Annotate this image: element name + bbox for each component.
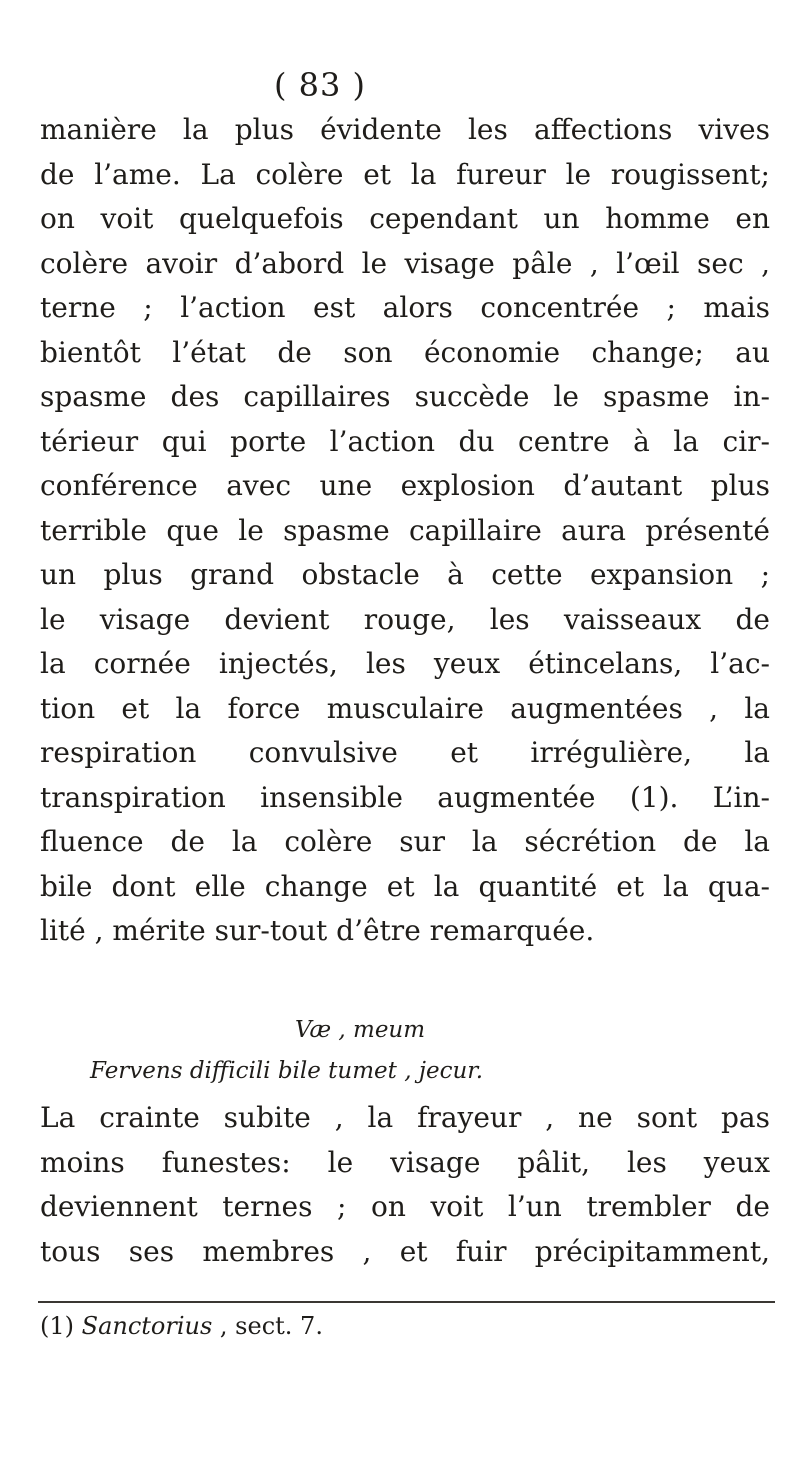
text-line: terne ; l’action est alors concentrée ; mais — [40, 291, 770, 324]
text-line: spasme des capillaires succède le spasme in- — [40, 380, 770, 413]
paragraph-1 — [40, 108, 770, 954]
text-line: la cornée injectés, les yeux étincelans, l’ac- — [40, 647, 770, 680]
text-line: fluence de la colère sur la sécrétion de la — [40, 825, 770, 858]
text-line: térieur qui porte l’action du centre à la cir- — [40, 424, 770, 458]
text-line: colère avoir d’abord le visage pâle , l’œil sec , — [40, 246, 770, 280]
text-line: transpiration insensible augmentée (1). L’in- — [40, 780, 770, 814]
text-line: le visage devient rouge, les vaisseaux de — [40, 602, 770, 636]
text-line: bile dont elle change et la quantité et la qua- — [40, 869, 770, 903]
text-line: manière la plus évidente les affections vives — [40, 113, 770, 146]
text-line: bientôt l’état de son économie change; au — [40, 335, 770, 369]
footnote-reference: , sect. 7. — [212, 1312, 323, 1340]
text-line: tous ses membres , et fuir précipitamment, — [40, 1234, 770, 1268]
text-line: de l’ame. La colère et la fureur le rougissent; — [40, 157, 770, 191]
footnote-divider — [38, 1301, 775, 1303]
page-number: ( 83 ) — [273, 66, 367, 104]
text-line: tion et la force musculaire augmentées , la — [40, 691, 770, 725]
text-line: respiration convulsive et irrégulière, la — [40, 736, 770, 769]
footnote-marker: (1) — [40, 1312, 82, 1340]
text-line: La crainte subite , la frayeur , ne sont pas — [40, 1101, 770, 1134]
footnote — [40, 1312, 323, 1340]
text-line: on voit quelquefois cependant un homme en — [40, 202, 770, 235]
text-line: conférence avec une explosion d’autant plus — [40, 469, 770, 502]
quotation-line-2: Fervens difficili bile tumet , jecur. — [90, 1058, 484, 1084]
text-line: terrible que le spasme capillaire aura présenté — [40, 513, 770, 547]
text-line: moins funestes: le visage pâlit, les yeux — [40, 1145, 770, 1179]
text-line: lité , mérite sur-tout d’être remarquée. — [40, 914, 595, 947]
text-line: deviennent ternes ; on voit l’un trembler de — [40, 1190, 770, 1223]
text-line: un plus grand obstacle à cette expansion ; — [40, 558, 770, 591]
footnote-author: Sanctorius — [81, 1312, 213, 1340]
paragraph-2 — [40, 1096, 770, 1274]
quotation-line-1: Væ , meum — [294, 1017, 426, 1043]
